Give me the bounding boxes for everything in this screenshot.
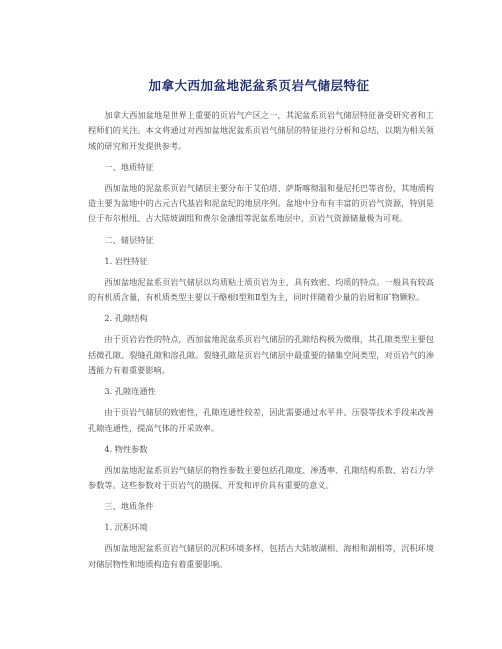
section-heading: 三、地质条件 <box>104 501 154 512</box>
document-body <box>88 108 434 572</box>
body-paragraph: 由于页岩气储层的致密性，孔隙连通性较差，因此需要通过水平井、压裂等技术手段来改善孔隙连通性，提高气体的开采效率。 <box>88 407 434 433</box>
body-paragraph: 西加盆地泥盆系页岩气储层的沉积环境多样，包括古大陆坡湖相、海相和湖相等，沉积环境对储层物性和地质构造有着重要影响。 <box>88 543 434 569</box>
section-heading: 二、储层特征 <box>104 234 154 245</box>
section-heading: 2. 孔隙结构 <box>104 313 148 324</box>
section-heading: 3. 孔隙连通性 <box>104 386 156 397</box>
section-heading: 4. 物性参数 <box>104 443 148 454</box>
body-paragraph: 加拿大西加盆地是世界上重要的页岩气产区之一，其泥盆系页岩气储层特征备受研究者和工程师们的关注。本文将通过对西加盆地泥盆系页岩气储层的特征进行分析和总结，以期为相关领域的研究和开发提供参考。 <box>88 110 434 151</box>
section-heading: 一、地质特征 <box>104 161 154 172</box>
body-paragraph: 由于页岩岩性的特点，西加盆地泥盆系页岩气储层的孔隙结构极为微细，其孔隙类型主要包括微孔隙、裂缝孔隙和溶孔隙。裂缝孔隙是页岩气储层中最重要的储集空间类型，对页岩气的渗透能力有着重要影响。 <box>88 334 434 375</box>
body-paragraph: 西加盆地的泥盆系页岩气储层主要分布于艾伯塔、萨斯喀彻温和曼尼托巴等省份，其地质构造主要为盆地中的古元古代基岩和泥盆纪的地层序列。盆地中分布有丰富的页岩气资源，特别是位于布尔根纽、占大陆坡湖组和费尔金潘组等泥盆系地层中，页岩气资源储量极为可观。 <box>88 182 434 224</box>
section-heading: 1. 岩性特征 <box>104 255 148 266</box>
document-title: 加拿大西加盆地泥盆系页岩气储层特征 <box>148 78 370 93</box>
section-heading: 1. 沉积环境 <box>104 522 148 533</box>
body-paragraph: 西加盆地泥盆系页岩气储层以均质粘土质页岩为主，具有致密、均质的特点。一般具有较高的有机质含量，有机质类型主要以干酪根Ⅰ型和Ⅱ型为主，同时伴随着少量的岩屑和矿物颗粒。 <box>88 276 434 303</box>
body-paragraph: 西加盆地泥盆系页岩气储层的物性参数主要包括孔隙度、渗透率、孔隙结构系数、岩石力学参数等。这些参数对于页岩气的勘探、开发和评价具有重要的意义。 <box>88 464 434 491</box>
